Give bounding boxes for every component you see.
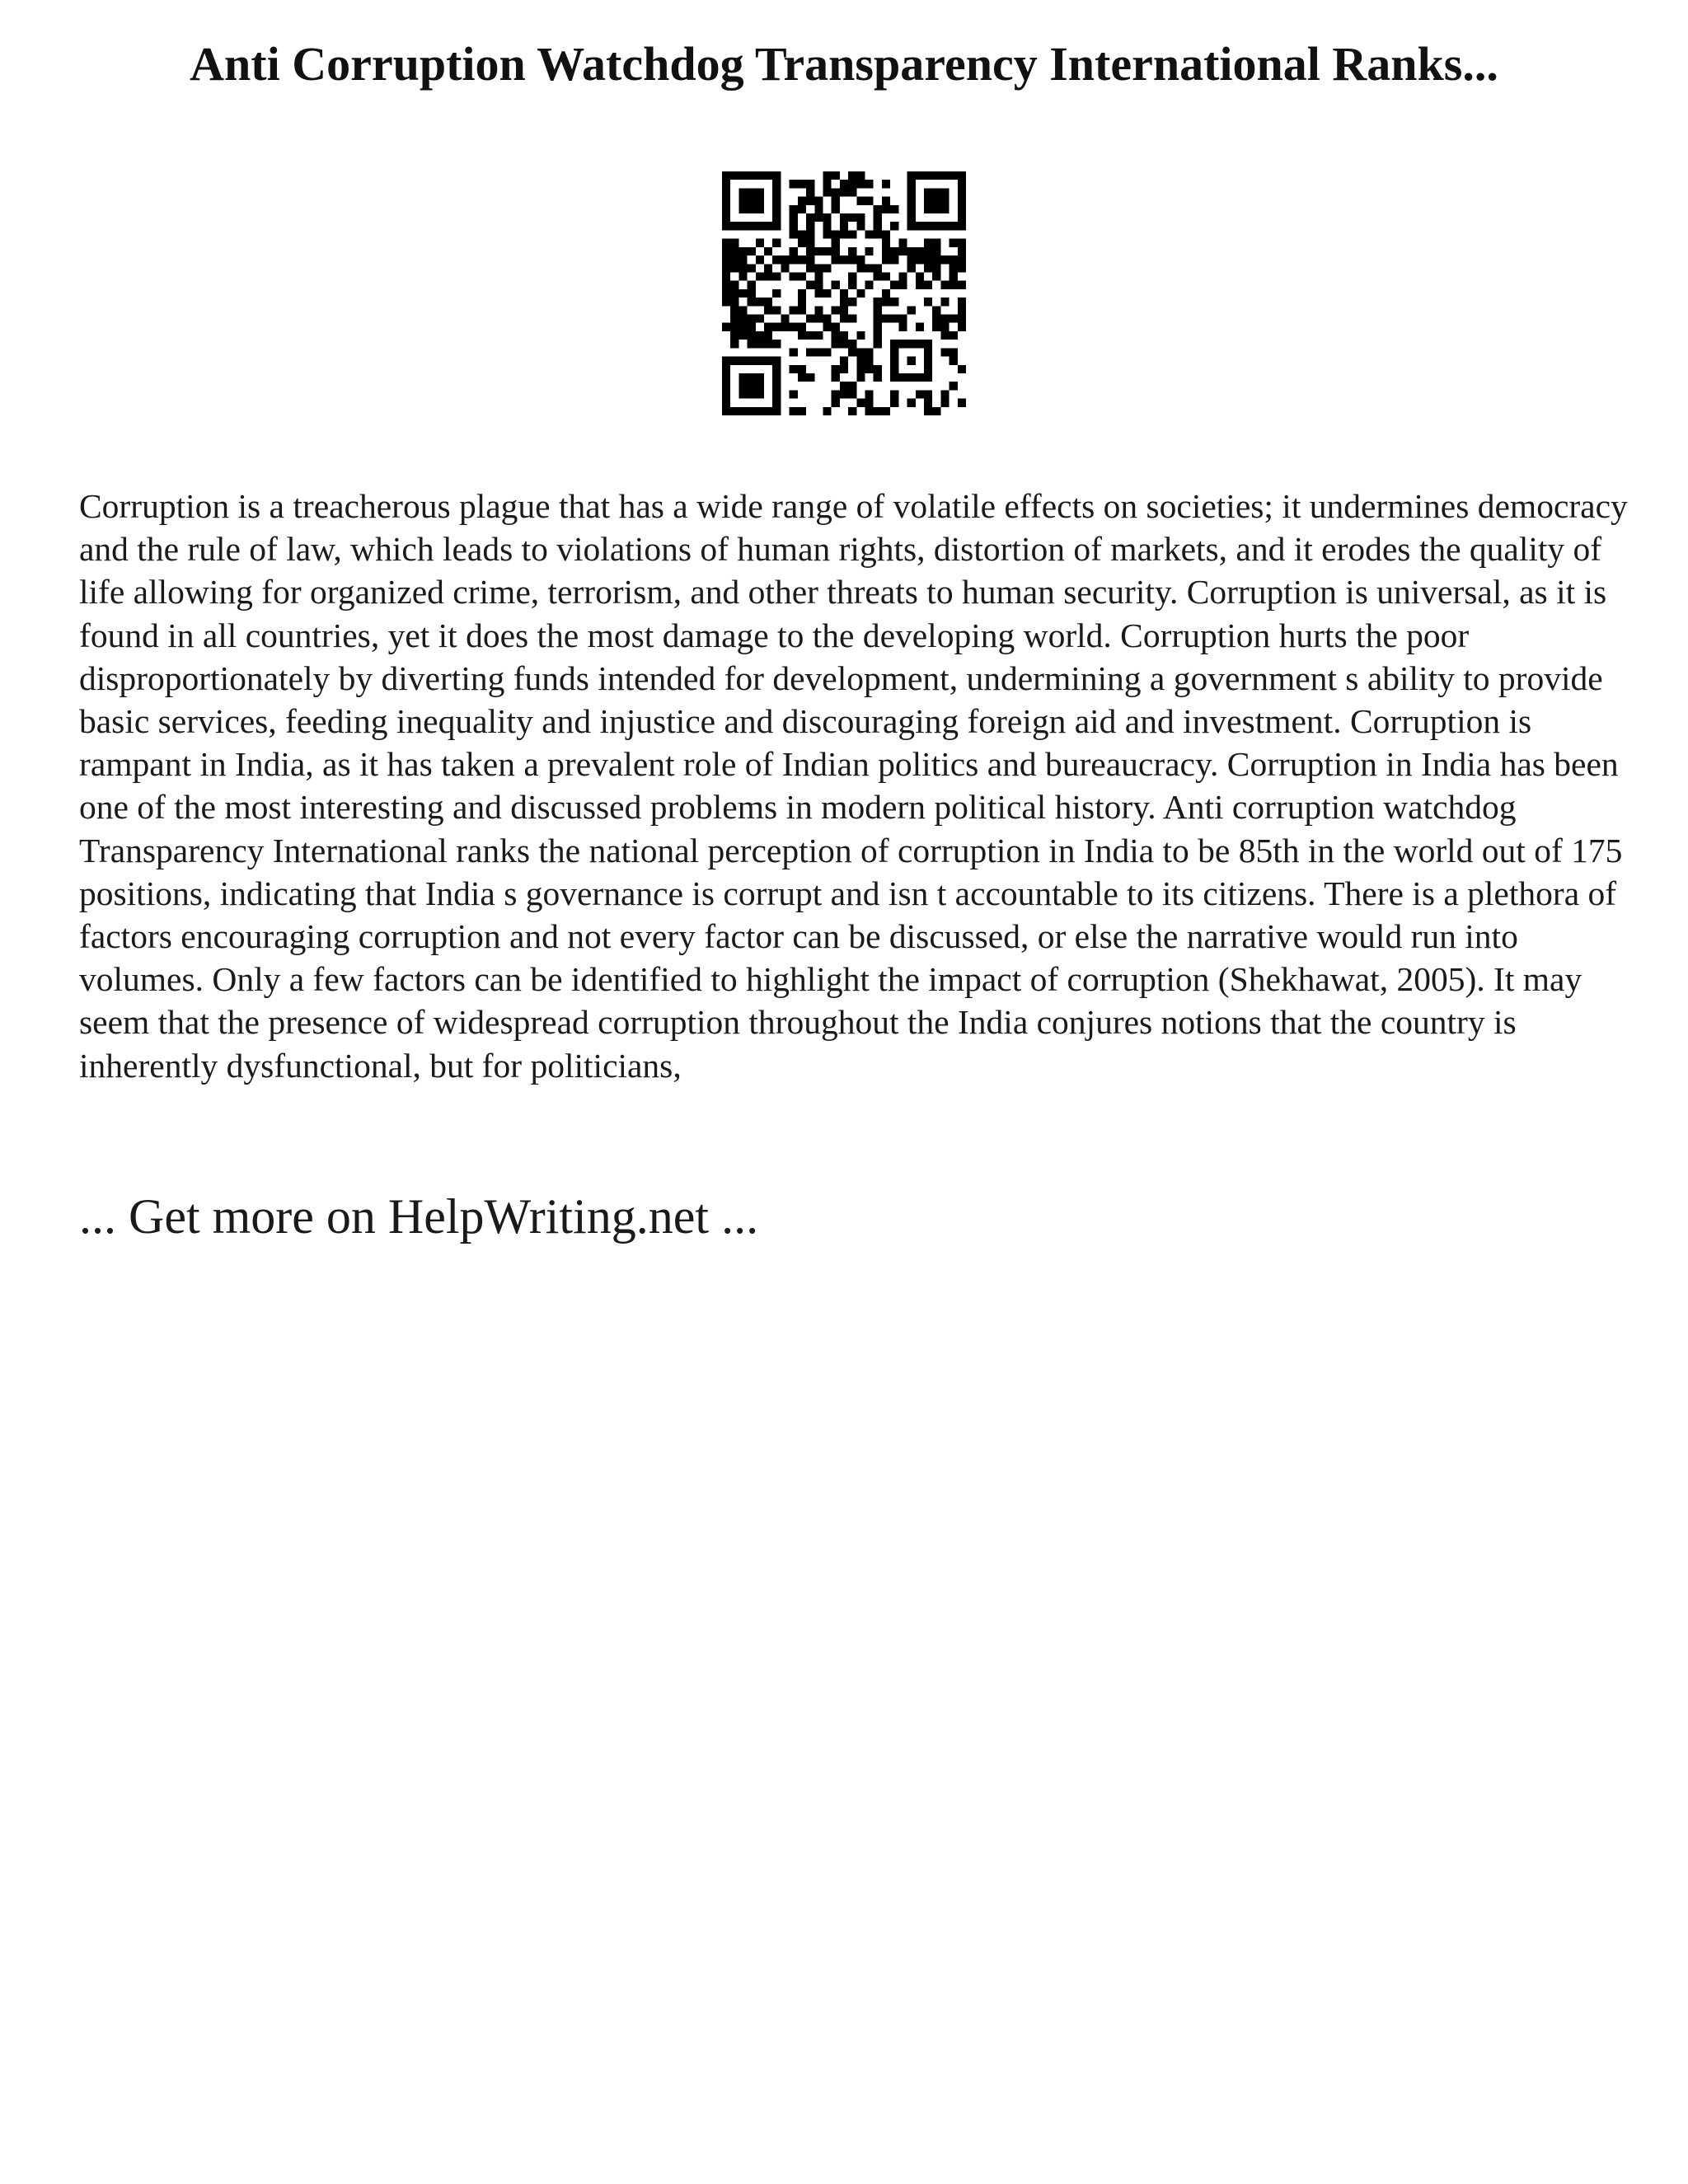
article-body: Corruption is a treacherous plague that has a wide range of volatile effects on societies; it undermines democracy and the rule of law, which leads to violations of human rights, distortion of markets, and it erodes the quality of life allowing for organized crime, terrorism, and other threats to human security. Corruption is universal, as it is found in all countries, yet it does the most damage to the developing world. Corruption hurts the poor disproportionately by diverting funds intended for development, undermining a government s ability to provide basic services, feeding inequality and injustice and discouraging foreign aid and investment. Corruption is rampant in India, as it has taken a prevalent role of Indian politics and bureaucracy. Corruption in India has been one of the most interesting and discussed problems in modern political history. Anti corruption watchdog Transparency International ranks the national perception of corruption in India to be 85th in the world out of 175 positions, indicating that India s governance is corrupt and isn t accountable to its citizens. There is a plethora of factors encouraging corruption and not every factor can be discussed, or else the narrative would run into volumes. Only a few factors can be identified to highlight the impact of corruption (Shekhawat, 2005). It may seem that the presence of widespread corruption throughout the India conjures notions that the country is inherently dysfunctional, but for politicians, (79, 487, 1628, 1085)
page-title: Anti Corruption Watchdog Transparency International Ranks... (190, 37, 1498, 91)
get-more-link[interactable]: ... Get more on HelpWriting.net ... (79, 1189, 759, 1244)
qr-code-icon (722, 171, 966, 415)
